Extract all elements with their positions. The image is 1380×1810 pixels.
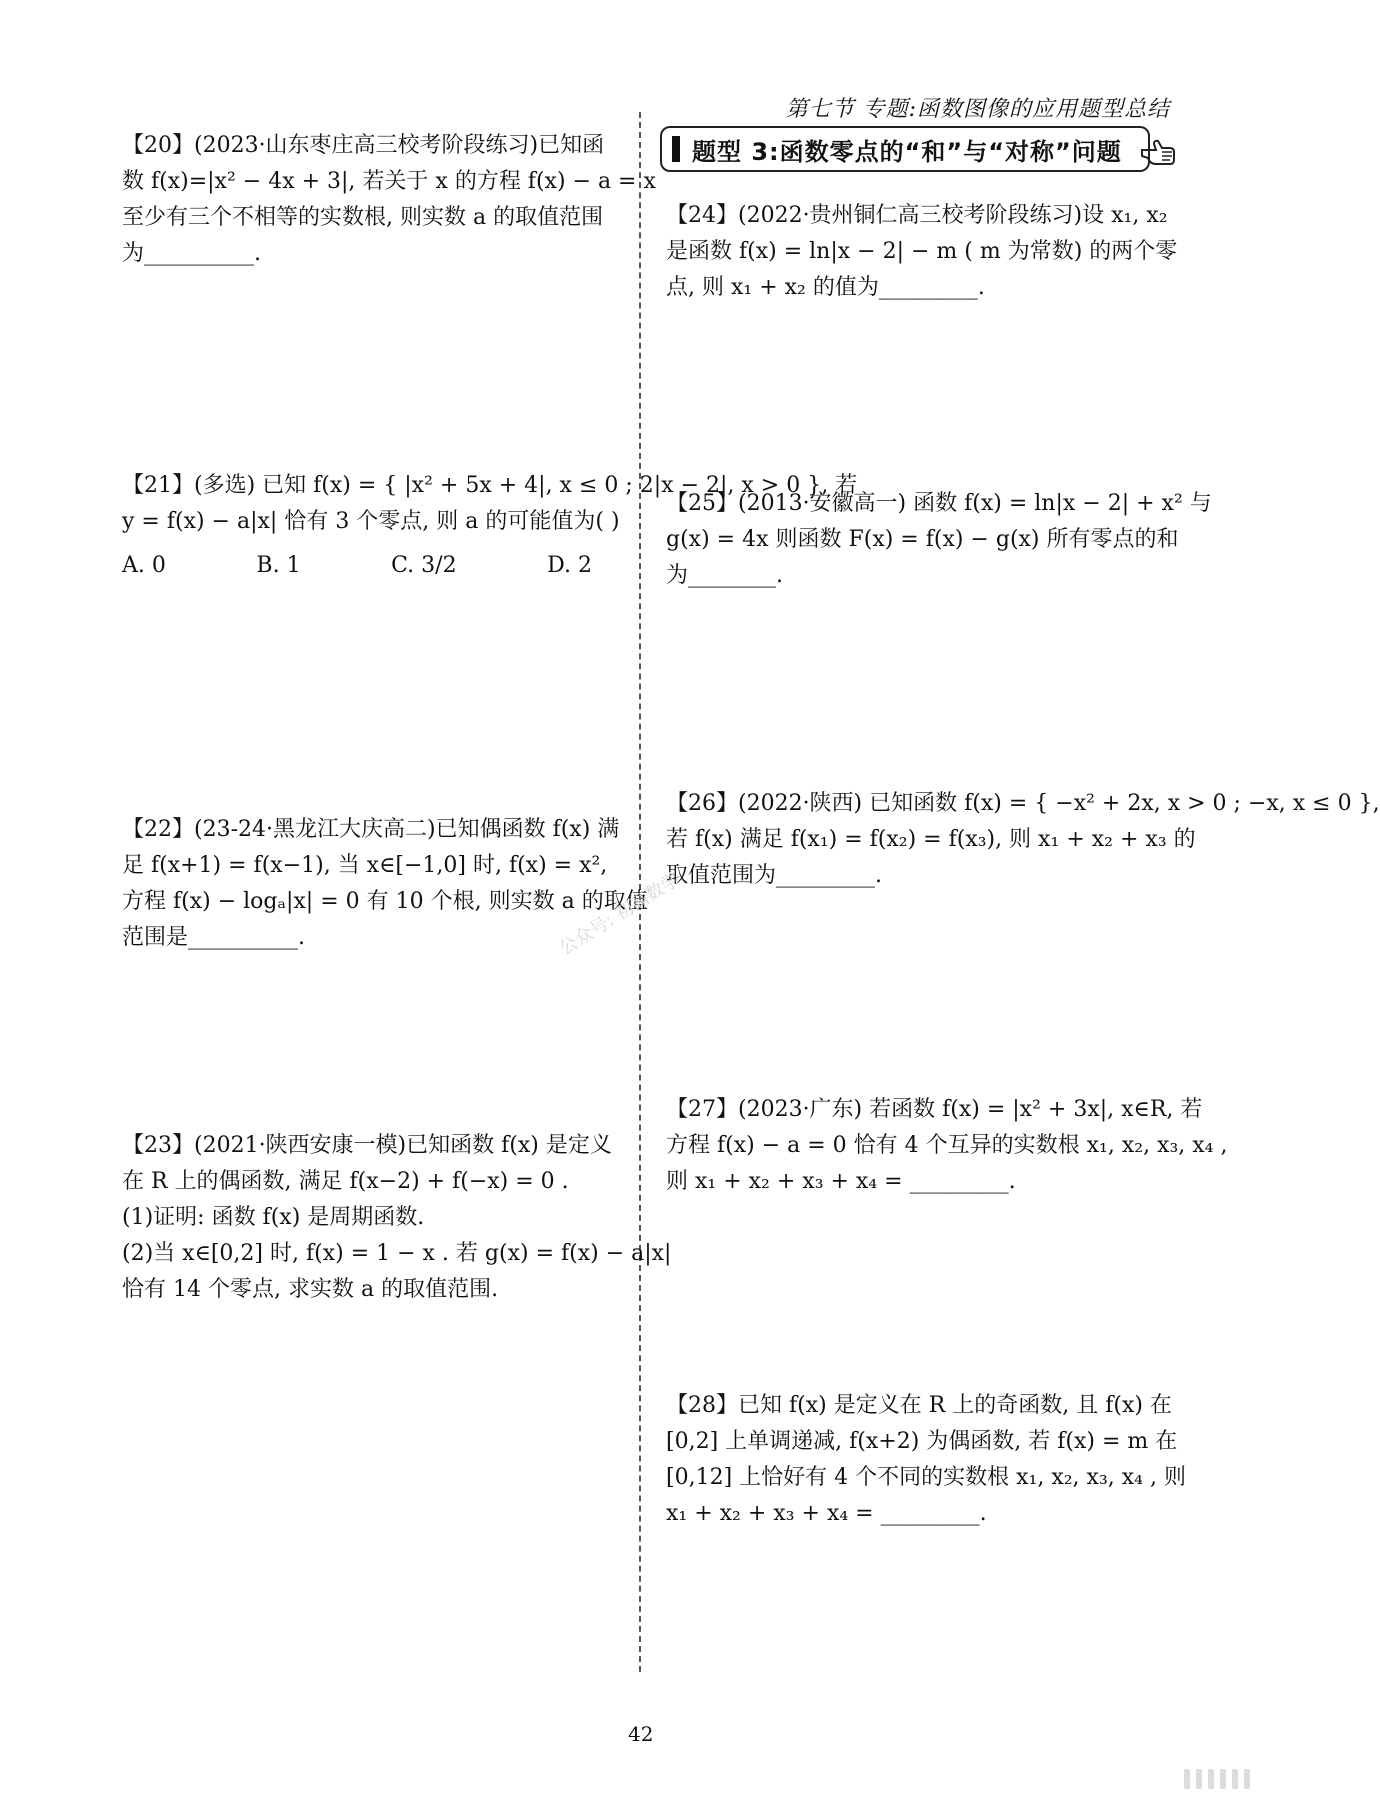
- problem-line: 为________.: [666, 563, 783, 588]
- problem-line: 恰有 14 个零点, 求实数 a 的取值范围.: [122, 1277, 499, 1302]
- problem-line: 范围是__________.: [122, 925, 305, 950]
- problem-27: [666, 1092, 1228, 1200]
- problem-line: 至少有三个不相等的实数根, 则实数 a 的取值范围: [122, 205, 604, 230]
- footer-decoration: [950, 1766, 1250, 1792]
- problem-28: [666, 1388, 1186, 1532]
- problem-line: 点, 则 x₁ + x₂ 的值为_________.: [666, 275, 985, 300]
- pointing-hand-icon: [1138, 132, 1178, 168]
- problem-line: x₁ + x₂ + x₃ + x₄ = _________.: [666, 1501, 987, 1526]
- section-title: 题型 3:函数零点的“和”与“对称”问题: [692, 137, 1122, 166]
- problem-line: [0,2] 上单调递减, f(x+2) 为偶函数, 若 f(x) = m 在: [666, 1429, 1178, 1454]
- option-d[interactable]: D. 2: [547, 553, 592, 578]
- problem-line: 【22】(23-24·黑龙江大庆高二)已知偶函数 f(x) 满: [122, 817, 620, 842]
- section-header: [660, 126, 1150, 172]
- problem-line: 方程 f(x) − logₐ|x| = 0 有 10 个根, 则实数 a 的取值: [122, 889, 648, 914]
- footer-tick: [1184, 1769, 1190, 1789]
- problem-line: 在 R 上的偶函数, 满足 f(x−2) + f(−x) = 0 .: [122, 1169, 569, 1194]
- footer-tick: [1208, 1769, 1214, 1789]
- problem-line: (1)证明: 函数 f(x) 是周期函数.: [122, 1205, 425, 1230]
- page-header: 第七节 专题:函数图像的应用题型总结: [785, 97, 1170, 122]
- footer-tick: [1220, 1769, 1226, 1789]
- footer-tick: [1232, 1769, 1238, 1789]
- problem-line: y = f(x) − a|x| 恰有 3 个零点, 则 a 的可能值为( ): [122, 509, 620, 534]
- problem-line: 取值范围为_________.: [666, 863, 882, 888]
- section-marker: [672, 136, 680, 162]
- options-group: [122, 548, 592, 584]
- problem-21: [122, 468, 858, 584]
- problem-line: 【20】(2023·山东枣庄高三校考阶段练习)已知函: [122, 133, 605, 158]
- problem-line: 数 f(x)=|x² − 4x + 3|, 若关于 x 的方程 f(x) − a = x: [122, 169, 656, 194]
- problem-line: 足 f(x+1) = f(x−1), 当 x∈[−1,0] 时, f(x) = x²,: [122, 853, 608, 878]
- problem-line: 为__________.: [122, 241, 261, 266]
- problem-line: 【21】(多选) 已知 f(x) = { |x² + 5x + 4|, x ≤ 0 ; 2|x − 2|, x > 0 }, 若: [122, 473, 858, 498]
- footer-tick: [1244, 1769, 1250, 1789]
- option-a[interactable]: A. 0: [122, 553, 166, 578]
- problem-line: 【25】(2013·安徽高一) 函数 f(x) = ln|x − 2| + x² 与: [666, 491, 1212, 516]
- problem-26: [666, 786, 1380, 894]
- problem-line: (2)当 x∈[0,2] 时, f(x) = 1 − x . 若 g(x) = f(x) − a|x|: [122, 1241, 672, 1266]
- footer-tick: [1196, 1769, 1202, 1789]
- problem-line: 【26】(2022·陕西) 已知函数 f(x) = { −x² + 2x, x > 0 ; −x, x ≤ 0 },: [666, 791, 1380, 816]
- problem-24: [666, 198, 1178, 306]
- problem-line: 则 x₁ + x₂ + x₃ + x₄ = _________.: [666, 1169, 1016, 1194]
- problem-line: 是函数 f(x) = ln|x − 2| − m ( m 为常数) 的两个零: [666, 239, 1178, 264]
- problem-line: 【23】(2021·陕西安康一模)已知函数 f(x) 是定义: [122, 1133, 612, 1158]
- problem-line: [0,12] 上恰好有 4 个不同的实数根 x₁, x₂, x₃, x₄ , 则: [666, 1465, 1186, 1490]
- page-number: 42: [628, 1722, 654, 1746]
- problem-20: [122, 128, 656, 272]
- problem-line: 【28】已知 f(x) 是定义在 R 上的奇函数, 且 f(x) 在: [666, 1393, 1172, 1418]
- problem-line: 【27】(2023·广东) 若函数 f(x) = |x² + 3x|, x∈R, 若: [666, 1097, 1203, 1122]
- problem-line: 【24】(2022·贵州铜仁高三校考阶段练习)设 x₁, x₂: [666, 203, 1168, 228]
- option-b[interactable]: B. 1: [256, 553, 301, 578]
- watermark: 公众号: 初高数学: [555, 868, 684, 960]
- problem-line: g(x) = 4x 则函数 F(x) = f(x) − g(x) 所有零点的和: [666, 527, 1179, 552]
- problem-25: [666, 486, 1212, 594]
- problem-line: 若 f(x) 满足 f(x₁) = f(x₂) = f(x₃), 则 x₁ + x₂ + x₃ 的: [666, 827, 1196, 852]
- option-c[interactable]: C. 3/2: [391, 553, 457, 578]
- problem-line: 方程 f(x) − a = 0 恰有 4 个互异的实数根 x₁, x₂, x₃, x₄ ,: [666, 1133, 1228, 1158]
- problem-23: [122, 1128, 672, 1308]
